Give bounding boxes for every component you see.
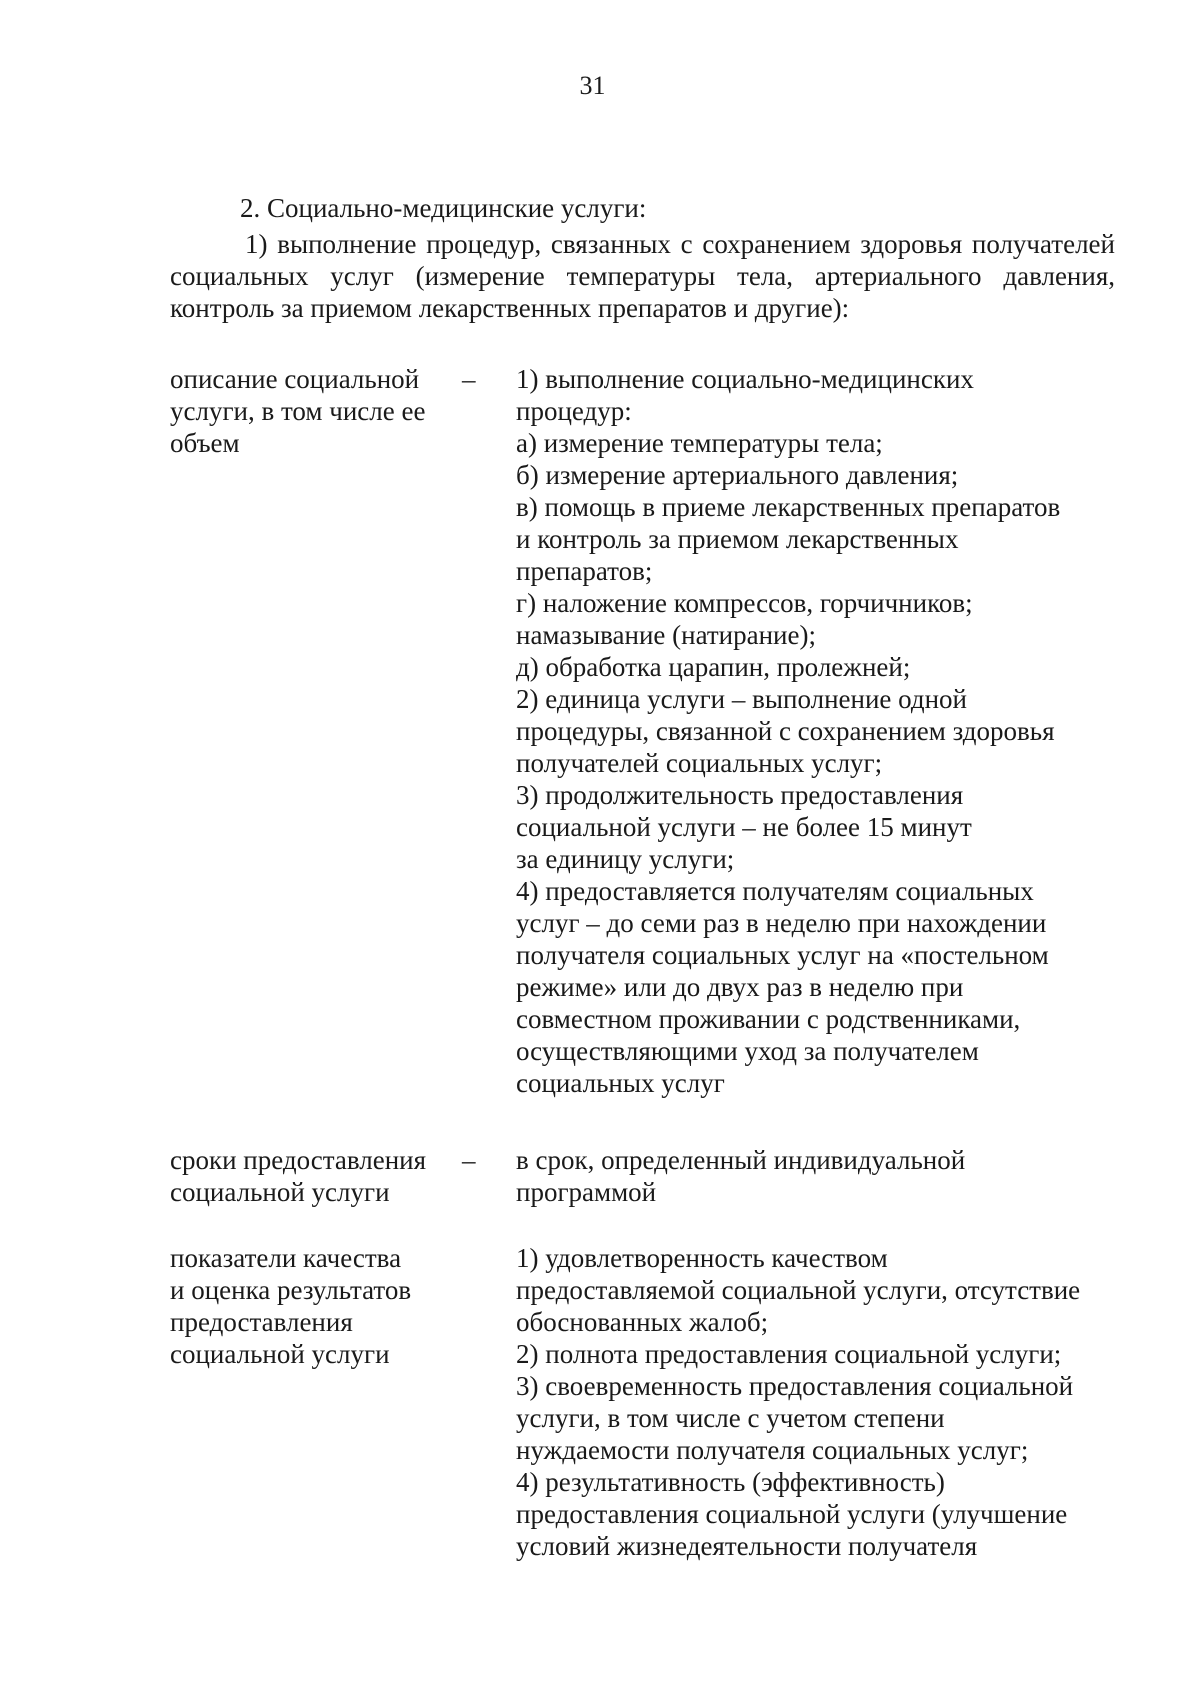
row-value xyxy=(516,1242,1136,1562)
value-line: процедуры, связанной с сохранением здоровья xyxy=(516,716,1055,746)
value-line: 1) выполнение социально-медицинских xyxy=(516,364,974,394)
value-line: намазывание (натирание); xyxy=(516,620,816,650)
value-line: получателей социальных услуг; xyxy=(516,748,883,778)
label-line: сроки предоставления xyxy=(170,1145,427,1175)
row-label xyxy=(170,1144,470,1208)
row-value xyxy=(516,1144,1136,1208)
value-line: услуги, в том числе с учетом степени xyxy=(516,1403,945,1433)
value-line: режиме» или до двух раз в неделю при xyxy=(516,972,964,1002)
value-line: 2) полнота предоставления социальной услуги; xyxy=(516,1339,1062,1369)
label-line: показатели качества xyxy=(170,1243,402,1273)
label-line: описание социальной xyxy=(170,364,420,394)
value-line: г) наложение компрессов, горчичников; xyxy=(516,588,973,618)
page-number: 31 xyxy=(579,71,606,100)
label-line: услуги, в том числе ее xyxy=(170,396,426,426)
value-line: 4) предоставляется получателям социальных xyxy=(516,876,1034,906)
value-line: услуг – до семи раз в неделю при нахождении xyxy=(516,908,1047,938)
row-value xyxy=(516,363,1136,1099)
value-line: обоснованных жалоб; xyxy=(516,1307,769,1337)
label-line: социальной услуги xyxy=(170,1177,390,1207)
value-line: осуществляющими уход за получателем xyxy=(516,1036,979,1066)
value-line: в срок, определенный индивидуальной xyxy=(516,1145,966,1175)
value-line: нуждаемости получателя социальных услуг; xyxy=(516,1435,1029,1465)
row-label xyxy=(170,363,470,459)
value-line: 3) продолжительность предоставления xyxy=(516,780,964,810)
label-line: социальной услуги xyxy=(170,1339,390,1369)
value-line: получателя социальных услуг на «постельном xyxy=(516,940,1049,970)
value-line: 1) удовлетворенность качеством xyxy=(516,1243,888,1273)
value-line: предоставляемой социальной услуги, отсутствие xyxy=(516,1275,1081,1305)
value-line: в) помощь в приеме лекарственных препаратов xyxy=(516,492,1061,522)
value-line: 2) единица услуги – выполнение одной xyxy=(516,684,967,714)
label-line: предоставления xyxy=(170,1307,353,1337)
label-line: и оценка результатов xyxy=(170,1275,412,1305)
value-line: социальных услуг xyxy=(516,1068,725,1098)
label-line: объем xyxy=(170,428,240,458)
value-line: социальной услуги – не более 15 минут xyxy=(516,812,972,842)
value-line: программой xyxy=(516,1177,657,1207)
value-line: а) измерение температуры тела; xyxy=(516,428,883,458)
value-line: за единицу услуги; xyxy=(516,844,735,874)
value-line: процедур: xyxy=(516,396,632,426)
intro-line: контроль за приемом лекарственных препаратов и другие): xyxy=(170,293,850,323)
row-dash: – xyxy=(462,1145,476,1175)
row-dash: – xyxy=(462,364,476,394)
section-heading: 2. Социально-медицинские услуги: xyxy=(240,193,647,223)
value-line: 4) результативность (эффективность) xyxy=(516,1467,945,1497)
value-line: предоставления социальной услуги (улучшение xyxy=(516,1499,1068,1529)
value-line: условий жизнедеятельности получателя xyxy=(516,1531,978,1561)
value-line: 3) своевременность предоставления социальной xyxy=(516,1371,1074,1401)
value-line: д) обработка царапин, пролежней; xyxy=(516,652,911,682)
row-label xyxy=(170,1242,470,1370)
value-line: и контроль за приемом лекарственных xyxy=(516,524,959,554)
intro-line: 1) выполнение процедур, связанных с сохранением здоровья получателей xyxy=(245,229,1115,259)
value-line: б) измерение артериального давления; xyxy=(516,460,959,490)
intro-line: социальных услуг (измерение температуры тела, артериального давления, xyxy=(170,261,1115,291)
intro-paragraph xyxy=(170,228,1115,324)
value-line: препаратов; xyxy=(516,556,653,586)
value-line: совместном проживании с родственниками, xyxy=(516,1004,1021,1034)
